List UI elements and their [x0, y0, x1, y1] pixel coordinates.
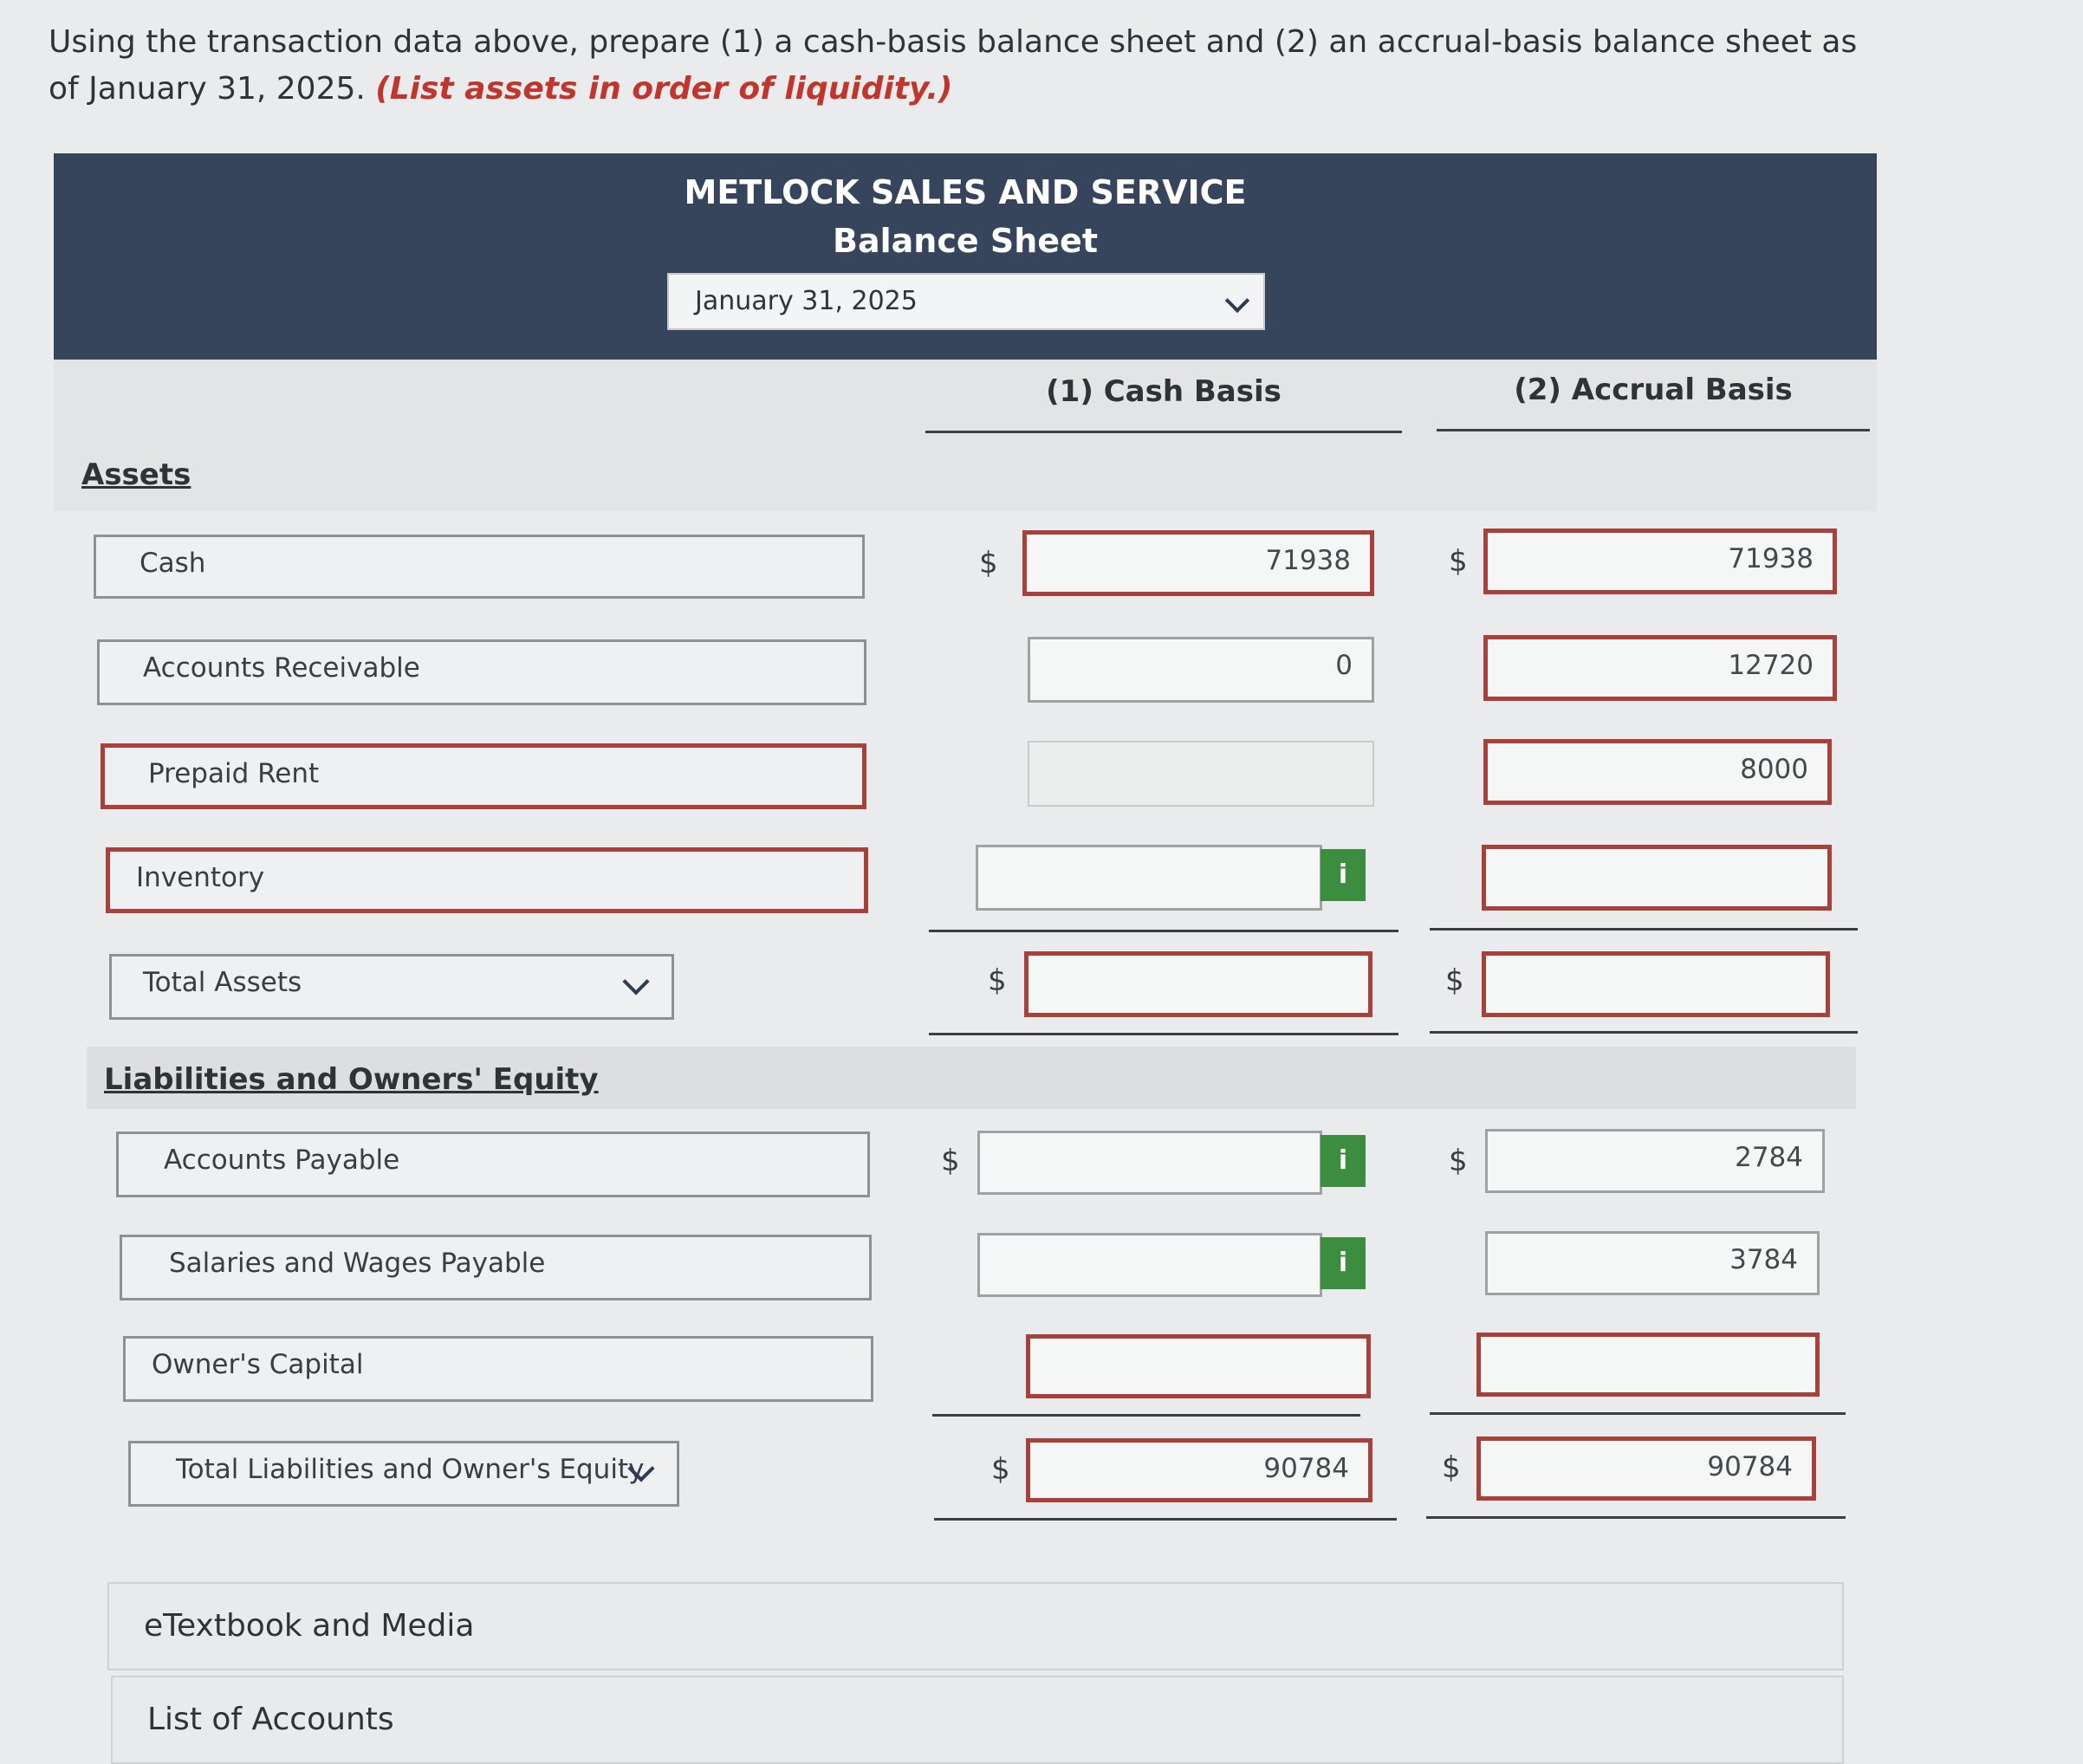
assets-heading: Assets	[81, 457, 191, 492]
total-rule-cash	[929, 1033, 1398, 1035]
column-rule-accrual	[1437, 429, 1870, 431]
accrual-basis-total-liabilities-input[interactable]: 90784	[1476, 1436, 1816, 1501]
etextbook-button[interactable]: eTextbook and Media	[107, 1582, 1844, 1670]
accrual-basis-accounts-payable-input[interactable]: 2784	[1485, 1129, 1825, 1193]
accrual-basis-cash-input[interactable]: 71938	[1483, 529, 1837, 594]
account-field-owners-capital[interactable]: Owner's Capital	[123, 1336, 873, 1402]
date-select-value: January 31, 2025	[695, 286, 918, 316]
cash-basis-cash-input[interactable]: 71938	[1022, 530, 1374, 596]
cash-basis-accounts-payable-input[interactable]	[977, 1131, 1322, 1195]
subtotal-rule-accrual-liab	[1430, 1412, 1846, 1415]
accrual-basis-prepaid-rent-input[interactable]: 8000	[1483, 739, 1832, 805]
account-field-accounts-payable[interactable]: Accounts Payable	[116, 1132, 870, 1197]
total-rule-accrual	[1430, 1031, 1858, 1034]
cash-basis-total-assets-input[interactable]	[1024, 951, 1372, 1017]
instructions-note: (List assets in order of liquidity.)	[375, 71, 953, 107]
statement-title: Balance Sheet	[833, 222, 1098, 260]
account-field-salaries-and-wages-payable[interactable]: Salaries and Wages Payable	[120, 1235, 872, 1300]
dollar-sign: $	[991, 1452, 1010, 1487]
cash-basis-accounts-receivable-input[interactable]: 0	[1028, 637, 1374, 703]
total-assets-select[interactable]	[109, 954, 674, 1020]
instructions-text: Using the transaction data above, prepare (1) a cash-basis balance sheet and (2) an accrual-basis balance sheet as of January 31, 2025.	[49, 24, 1858, 107]
info-icon[interactable]: i	[1321, 1135, 1366, 1187]
total-assets-label: Total Assets	[143, 967, 302, 998]
chevron-down-icon	[622, 968, 649, 995]
accrual-basis-salaries-payable-input[interactable]: 3784	[1485, 1231, 1820, 1295]
column-header-cash-basis: (1) Cash Basis	[1046, 374, 1282, 409]
total-liabilities-label: Total Liabilities and Owner's Equity	[176, 1454, 645, 1485]
dollar-sign: $	[979, 546, 998, 580]
column-rule-cash	[925, 431, 1402, 433]
account-field-accounts-receivable[interactable]: Accounts Receivable	[97, 639, 866, 705]
subtotal-rule-cash-liab	[932, 1414, 1360, 1417]
accrual-basis-inventory-input[interactable]	[1482, 845, 1832, 911]
liabilities-heading: Liabilities and Owners' Equity	[104, 1062, 599, 1097]
total-rule-cash-liab	[934, 1518, 1397, 1521]
info-icon[interactable]: i	[1321, 1237, 1366, 1289]
subtotal-rule-cash	[929, 930, 1398, 932]
account-field-inventory[interactable]: Inventory	[106, 847, 868, 913]
total-rule-accrual-liab	[1426, 1516, 1846, 1519]
cash-basis-prepaid-rent-input[interactable]	[1028, 741, 1374, 807]
account-field-cash[interactable]: Cash	[94, 535, 865, 599]
company-name: METLOCK SALES AND SERVICE	[684, 173, 1247, 211]
accrual-basis-owners-capital-input[interactable]	[1476, 1333, 1820, 1397]
account-field-prepaid-rent[interactable]: Prepaid Rent	[101, 743, 866, 809]
list-of-accounts-button[interactable]: List of Accounts	[111, 1676, 1844, 1764]
accrual-basis-total-assets-input[interactable]	[1482, 951, 1830, 1017]
subtotal-rule-accrual	[1430, 928, 1858, 931]
instructions	[49, 19, 1885, 113]
dollar-sign: $	[941, 1144, 960, 1178]
cash-basis-inventory-input[interactable]	[976, 845, 1322, 911]
cash-basis-owners-capital-input[interactable]	[1026, 1334, 1371, 1398]
dollar-sign: $	[1442, 1450, 1461, 1485]
date-select[interactable]	[667, 273, 1265, 330]
total-liabilities-select[interactable]	[128, 1441, 679, 1507]
dollar-sign: $	[1449, 544, 1468, 579]
dollar-sign: $	[1445, 963, 1464, 998]
info-icon[interactable]: i	[1321, 849, 1366, 901]
cash-basis-salaries-payable-input[interactable]	[977, 1233, 1322, 1297]
column-header-accrual-basis: (2) Accrual Basis	[1514, 373, 1793, 407]
cash-basis-total-liabilities-input[interactable]: 90784	[1026, 1438, 1372, 1502]
dollar-sign: $	[1449, 1144, 1468, 1178]
accrual-basis-accounts-receivable-input[interactable]: 12720	[1483, 635, 1837, 701]
chevron-down-icon	[1225, 289, 1249, 313]
dollar-sign: $	[988, 963, 1007, 998]
